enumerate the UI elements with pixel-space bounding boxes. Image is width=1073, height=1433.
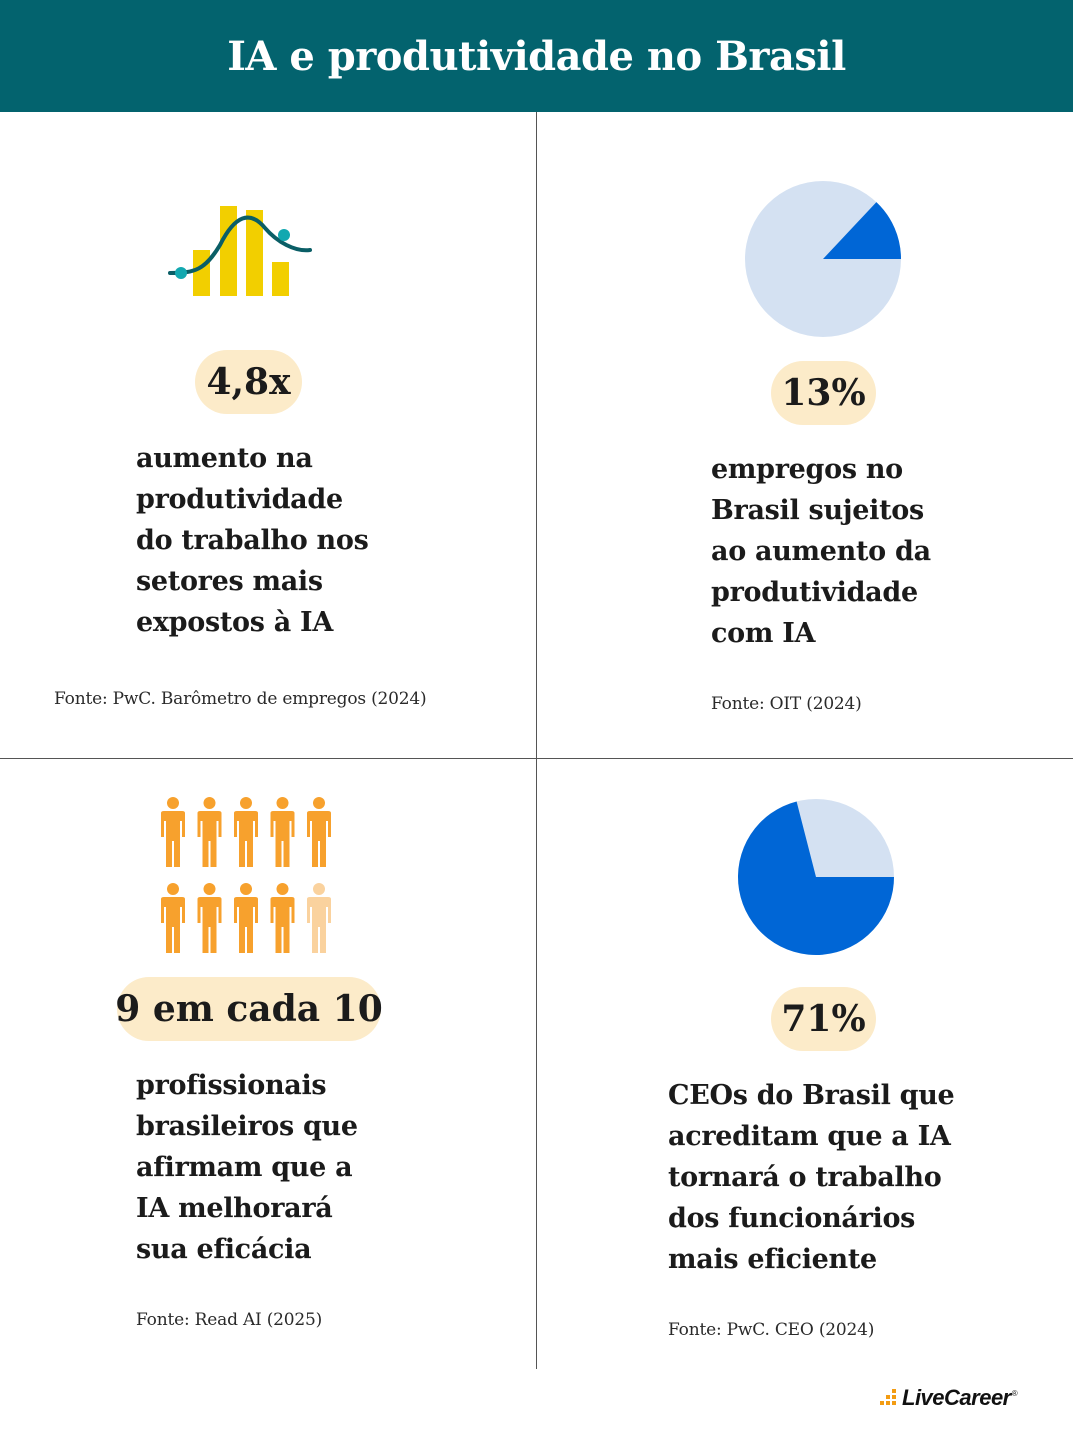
description-line: Brasil sujeitos <box>711 495 924 526</box>
logo-dots-icon <box>878 1389 902 1407</box>
stat-value-pill <box>771 361 876 425</box>
source-text: Fonte: OIT (2024) <box>711 694 862 714</box>
description-line: expostos à IA <box>136 607 334 638</box>
description-line: dos funcionários <box>668 1203 916 1234</box>
logo-registered-mark: ® <box>1011 1388 1018 1398</box>
stat-value: 4,8x <box>206 361 291 403</box>
description-line: acreditam que a IA <box>668 1121 951 1152</box>
page-title: IA e produtividade no Brasil <box>227 32 846 80</box>
stat-description <box>668 1075 954 1280</box>
person-icon <box>161 797 185 867</box>
description-line: IA melhorará <box>136 1193 333 1224</box>
person-icon <box>307 883 331 953</box>
description-line: CEOs do Brasil que <box>668 1080 955 1111</box>
stat-description <box>136 1065 358 1270</box>
description-line: setores mais <box>136 566 323 597</box>
bar <box>272 262 289 296</box>
bar-chart-with-curve-icon <box>165 200 315 300</box>
source-text: Fonte: PwC. CEO (2024) <box>668 1320 875 1340</box>
stat-value-pill <box>117 977 381 1041</box>
stat-value: 71% <box>781 998 866 1040</box>
stat-description <box>136 438 369 643</box>
stat-description <box>711 449 931 654</box>
description-line: produtividade <box>711 577 918 608</box>
person-icon <box>234 797 258 867</box>
logo-text: LiveCareer <box>902 1385 1011 1410</box>
vertical-divider <box>536 112 537 1369</box>
horizontal-divider <box>0 758 1073 759</box>
description-line: empregos no <box>711 454 903 485</box>
source-text: Fonte: Read AI (2025) <box>136 1310 323 1330</box>
description-line: afirmam que a <box>136 1152 353 1183</box>
description-line: tornará o trabalho <box>668 1162 942 1193</box>
curve-dot <box>278 229 290 241</box>
description-line: profissionais <box>136 1070 327 1101</box>
stat-value: 9 em cada 10 <box>115 988 383 1030</box>
curve-dot <box>175 267 187 279</box>
livecareer-logo <box>878 1385 1018 1411</box>
person-icon <box>271 797 295 867</box>
description-line: mais eficiente <box>668 1244 877 1275</box>
description-line: com IA <box>711 618 816 649</box>
person-icon <box>234 883 258 953</box>
stat-value-pill <box>771 987 876 1051</box>
person-icon <box>271 883 295 953</box>
pie-chart-icon <box>736 797 896 957</box>
stat-value: 13% <box>781 372 866 414</box>
header <box>0 0 1073 112</box>
description-line: do trabalho nos <box>136 525 369 556</box>
bar <box>193 250 210 296</box>
stat-value-pill <box>195 350 302 414</box>
pie-chart-icon <box>743 179 903 339</box>
person-icon <box>198 883 222 953</box>
description-line: produtividade <box>136 484 343 515</box>
description-line: aumento na <box>136 443 313 474</box>
person-icon <box>198 797 222 867</box>
person-icon <box>161 883 185 953</box>
description-line: brasileiros que <box>136 1111 358 1142</box>
person-icon <box>307 797 331 867</box>
source-text: Fonte: PwC. Barômetro de empregos (2024) <box>54 689 427 709</box>
description-line: ao aumento da <box>711 536 931 567</box>
description-line: sua eficácia <box>136 1234 312 1265</box>
bar <box>220 206 237 296</box>
people-icon <box>155 795 340 955</box>
